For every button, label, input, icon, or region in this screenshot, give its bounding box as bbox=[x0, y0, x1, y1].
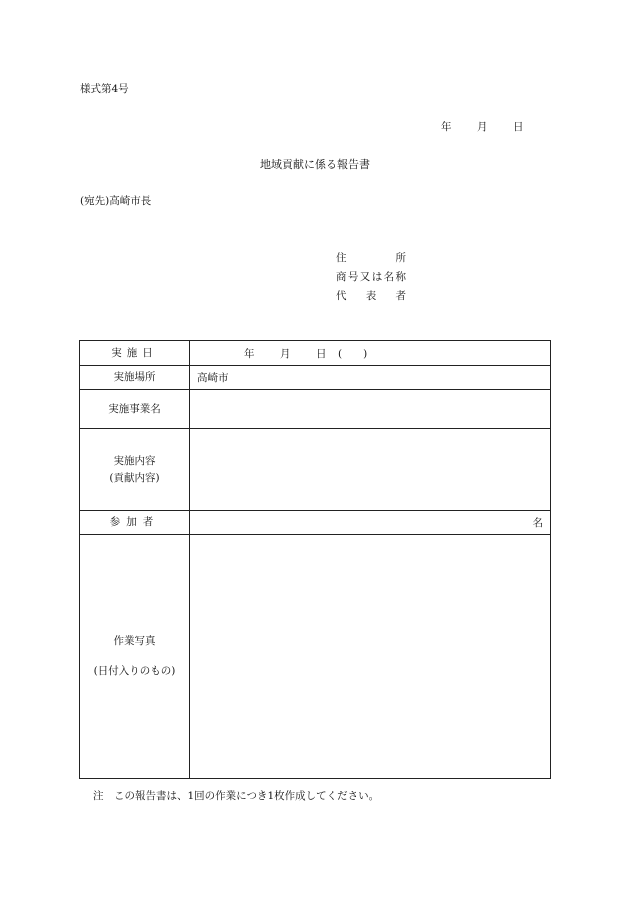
content-label-line2: (貢献内容) bbox=[109, 471, 160, 484]
date-month-label: 月 bbox=[477, 121, 488, 133]
report-date bbox=[441, 119, 524, 134]
place-row-label: 実施場所 bbox=[80, 366, 190, 390]
date-row-value[interactable] bbox=[190, 341, 551, 366]
content-row-value[interactable] bbox=[190, 429, 551, 511]
representative-label: 代表者 bbox=[336, 290, 406, 302]
photo-row-label bbox=[80, 535, 190, 779]
table-row bbox=[80, 511, 551, 535]
page-title: 地域貢献に係る報告書 bbox=[260, 158, 370, 171]
applicant-block bbox=[336, 249, 406, 306]
table-row bbox=[80, 390, 551, 429]
addressee: (宛先)高崎市長 bbox=[80, 195, 152, 207]
date-row-label-text: 実施日 bbox=[111, 346, 158, 359]
participants-label-text: 参加者 bbox=[109, 516, 160, 528]
table-row bbox=[80, 429, 551, 511]
date-day-label: 日 bbox=[513, 121, 524, 133]
project-row-value[interactable] bbox=[190, 390, 551, 429]
content-label-line1: 実施内容 bbox=[113, 454, 156, 467]
table-row bbox=[80, 366, 551, 390]
company-name-label: 商号又は名称 bbox=[336, 271, 406, 283]
date-row-label bbox=[80, 341, 190, 366]
table-row bbox=[80, 535, 551, 779]
row-month-label: 月 bbox=[280, 347, 291, 360]
participants-row-label bbox=[80, 511, 190, 535]
date-year-label: 年 bbox=[441, 121, 452, 133]
content-row-label bbox=[80, 429, 190, 511]
table-row bbox=[80, 341, 551, 366]
participants-unit: 名 bbox=[532, 517, 543, 529]
row-weekday-label: ( ) bbox=[338, 347, 368, 360]
address-label: 住所 bbox=[336, 252, 406, 264]
footnote: 注 この報告書は、1回の作業につき1枚作成してください。 bbox=[93, 790, 380, 802]
project-row-label: 実施事業名 bbox=[80, 390, 190, 429]
photo-row-value[interactable] bbox=[190, 535, 551, 779]
participants-row-value[interactable] bbox=[190, 511, 551, 535]
photo-label-line2: (日付入りのもの) bbox=[93, 665, 176, 677]
photo-label-line1: 作業写真 bbox=[113, 635, 156, 647]
place-row-value[interactable]: 高崎市 bbox=[190, 366, 551, 390]
row-year-label: 年 bbox=[244, 347, 255, 360]
form-number: 様式第4号 bbox=[80, 83, 129, 95]
report-table bbox=[79, 340, 551, 779]
row-day-label: 日 bbox=[316, 347, 327, 360]
